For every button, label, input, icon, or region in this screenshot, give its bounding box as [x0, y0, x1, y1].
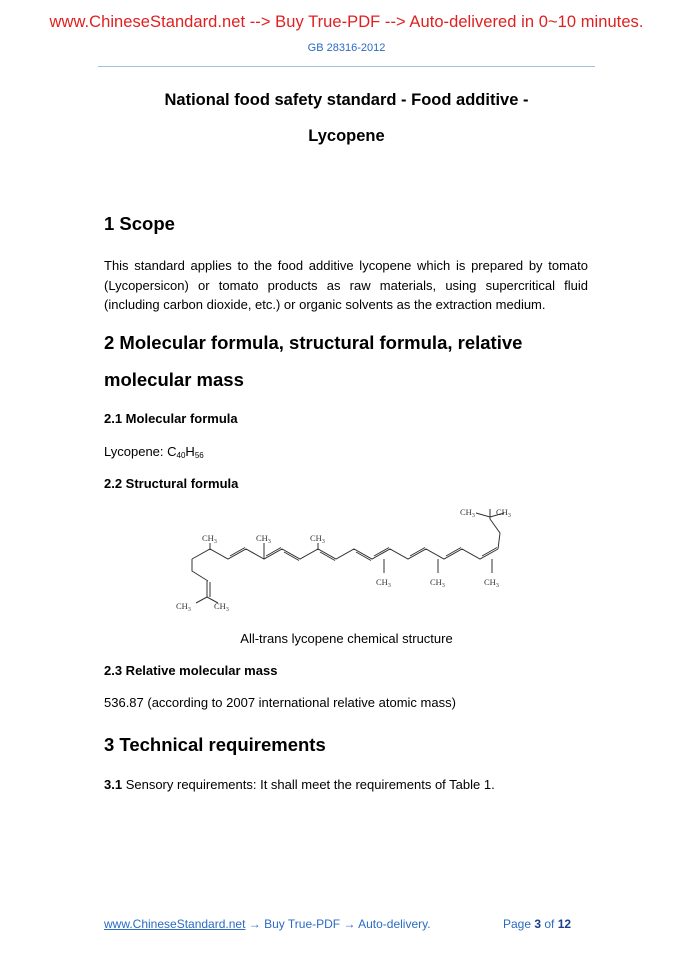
subsection-2-1-heading: 2.1 Molecular formula [104, 411, 238, 426]
document-title-line1: National food safety standard - Food additive - [164, 91, 529, 109]
right-chain-upper [490, 519, 500, 549]
section-3-heading: 3 Technical requirements [104, 734, 326, 755]
double-bond-7 [446, 548, 461, 557]
lycopene-structural-formula [170, 505, 530, 617]
formula-h: H [185, 444, 195, 459]
double-bond-5 [374, 548, 389, 557]
section-1-heading: 1 Scope [104, 213, 175, 234]
ch3-label-2: $CH_3$ [256, 533, 271, 545]
page-current: 3 [534, 917, 542, 931]
item-number: 3.1 [104, 777, 123, 792]
top-banner[interactable]: www.ChineseStandard.net --> Buy True-PDF --> Auto-delivered in 0~10 minutes. [49, 13, 644, 31]
formula-h-subscript: 56 [194, 451, 204, 460]
document-title-line2: Lycopene [308, 127, 385, 145]
structure-caption: All-trans lycopene chemical structure [240, 631, 453, 646]
ch3-label-5: $CH_3$ [430, 577, 445, 589]
section-2-heading-line1: 2 Molecular formula, structural formula, relative [104, 332, 523, 353]
page-label: Page [503, 917, 535, 931]
ch3-label-6: $CH_3$ [484, 577, 499, 589]
ch3-label-3: $CH_3$ [310, 533, 325, 545]
section-3-1-text [104, 777, 495, 792]
ch3-label-4: $CH_3$ [376, 577, 391, 589]
double-bond-1 [230, 548, 245, 557]
item-text: Sensory requirements: It shall meet the requirements of Table 1. [122, 777, 495, 792]
page-total: 12 [557, 917, 572, 931]
footer-site-link[interactable]: www.ChineseStandard.net [104, 917, 246, 931]
ch3-label-1: $CH_3$ [202, 533, 217, 545]
subsection-2-2-heading: 2.2 Structural formula [104, 476, 239, 491]
left-chain-lower [192, 559, 208, 581]
section-2-heading-line2: molecular mass [104, 369, 244, 390]
page-indicator [503, 917, 571, 931]
main-polyene-chain [192, 549, 498, 559]
double-bond-6 [410, 548, 425, 557]
ch3-label-7: $CH_3$ [176, 601, 191, 613]
formula-label: Lycopene: C [104, 444, 177, 459]
header-divider [98, 66, 595, 67]
formula-c-subscript: 40 [176, 451, 186, 460]
page-of: of [541, 917, 558, 931]
double-bond-8 [482, 548, 497, 557]
molecular-mass-text: 536.87 (according to 2007 international relative atomic mass) [104, 695, 456, 710]
footer-links [104, 917, 431, 931]
double-bond-4 [356, 552, 371, 561]
right-end-branch [476, 513, 490, 517]
ch3-label-9: $CH_3$ [460, 507, 475, 519]
footer-rest-text: → Buy True-PDF → Auto-delivery. [245, 917, 431, 931]
molecular-formula [104, 444, 204, 460]
double-bond-9 [284, 552, 299, 561]
document-number: GB 28316-2012 [307, 42, 386, 54]
subsection-2-3-heading: 2.3 Relative molecular mass [104, 663, 278, 678]
double-bond-3 [320, 552, 335, 561]
section-1-text: This standard applies to the food additive lycopene which is prepared by tomato (Lycopersicon) or tomato products as raw materials, using supercritical fluid (including carbon dioxide, etc.) or organic solvents as the extraction medium. [104, 258, 588, 312]
ch3-label-8: $CH_3$ [214, 601, 229, 613]
ch3-label-10: $CH_3$ [496, 507, 511, 519]
double-bond-2 [266, 548, 281, 557]
